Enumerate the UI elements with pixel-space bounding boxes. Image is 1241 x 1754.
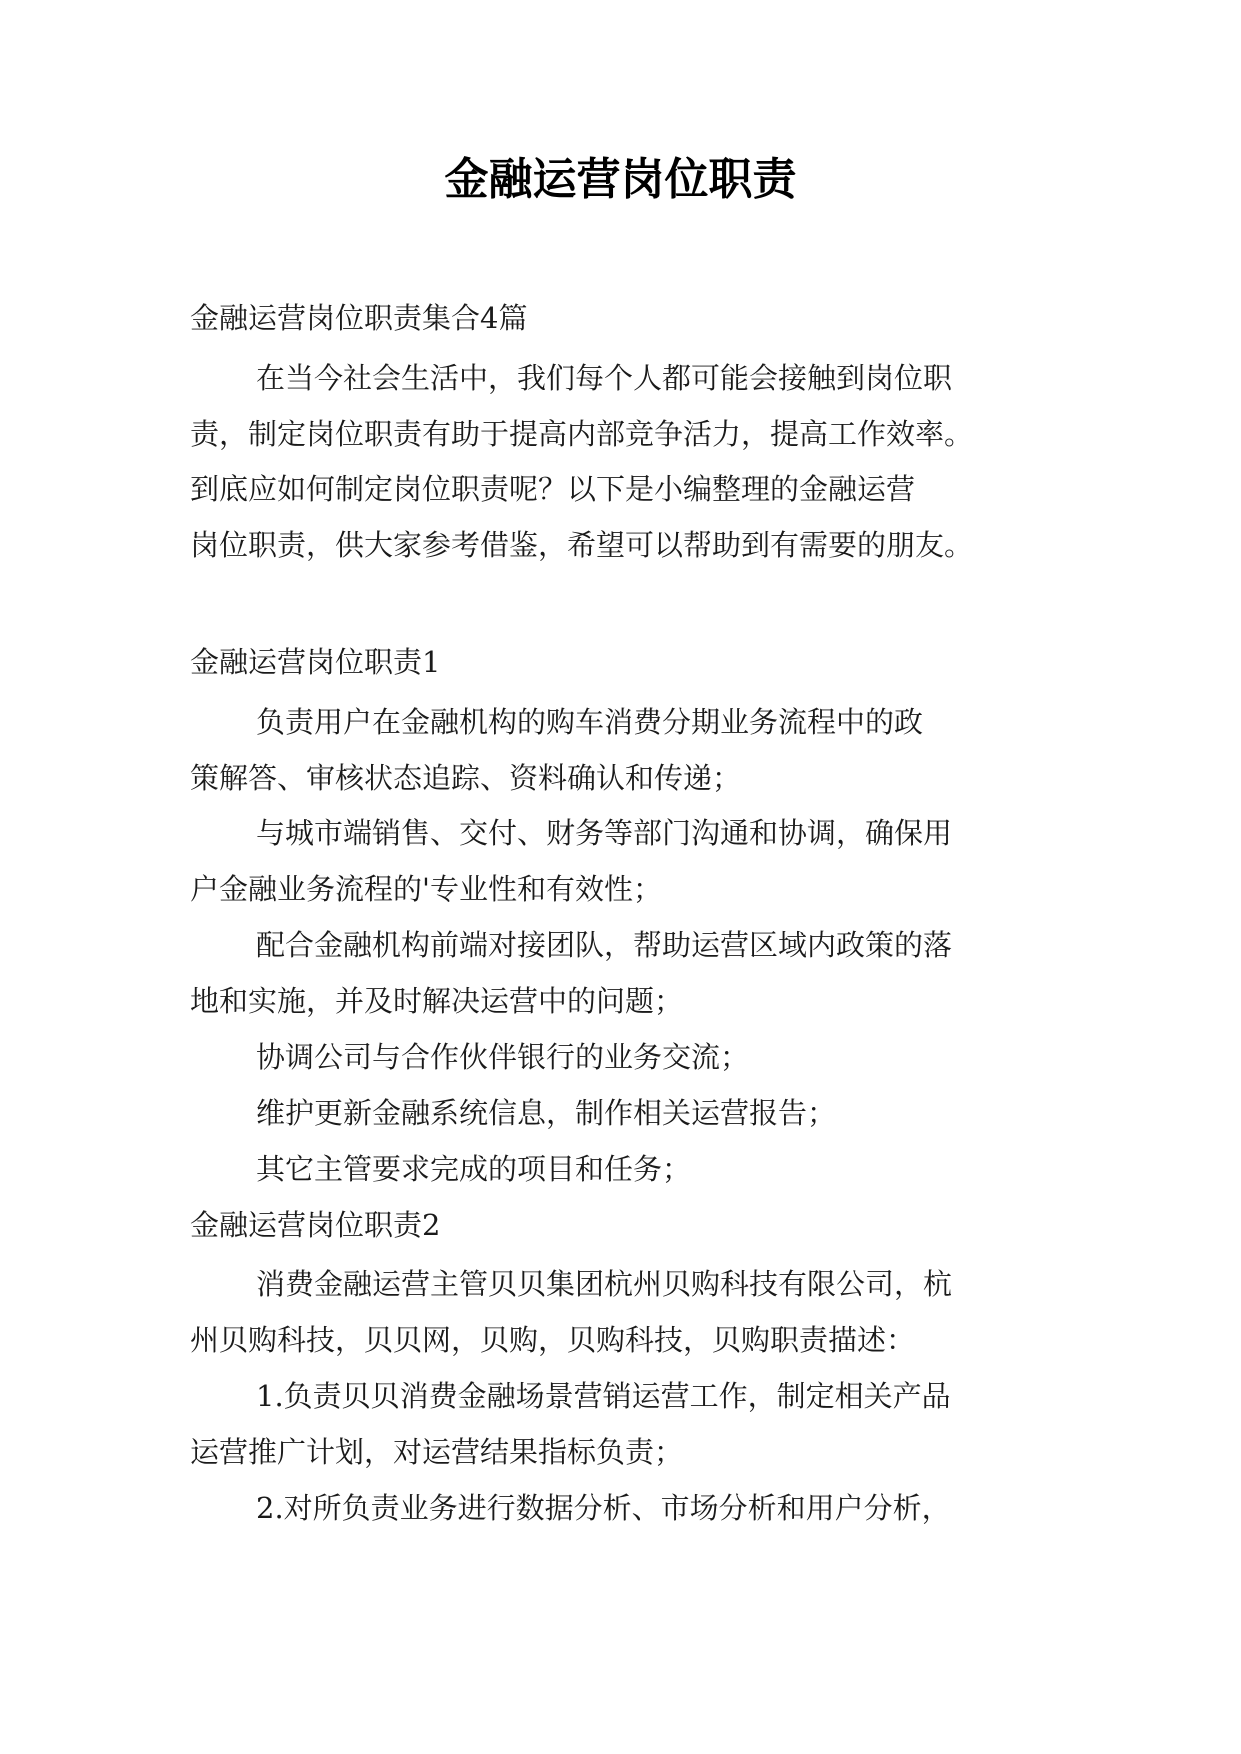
intro-line-3: 到底应如何制定岗位职责呢？以下是小编整理的金融运营 bbox=[190, 472, 916, 506]
section-2-line-2: 州贝购科技，贝贝网，贝购，贝购科技，贝购职责描述： bbox=[190, 1323, 916, 1357]
section-2-line-1: 消费金融运营主管贝贝集团杭州贝购科技有限公司，杭 bbox=[256, 1267, 953, 1301]
section-1-line-9: 其它主管要求完成的项目和任务； bbox=[256, 1152, 692, 1186]
section-1-line-8: 维护更新金融系统信息，制作相关运营报告； bbox=[256, 1096, 837, 1130]
section-2-line-4: 运营推广计划，对运营结果指标负责； bbox=[190, 1435, 684, 1469]
section-1-line-5: 配合金融机构前端对接团队，帮助运营区域内政策的落 bbox=[256, 928, 953, 962]
intro-line-4: 岗位职责，供大家参考借鉴，希望可以帮助到有需要的朋友。 bbox=[190, 528, 974, 562]
intro-line-2: 责，制定岗位职责有助于提高内部竞争活力，提高工作效率。 bbox=[190, 417, 974, 451]
section-1-line-1: 负责用户在金融机构的购车消费分期业务流程中的政 bbox=[256, 705, 924, 739]
section-2-line-3: 1.负责贝贝消费金融场景营销运营工作，制定相关产品 bbox=[256, 1379, 951, 1413]
document-title: 金融运营岗位职责 bbox=[444, 154, 797, 205]
section-heading-2: 金融运营岗位职责2 bbox=[190, 1208, 441, 1242]
section-1-line-3: 与城市端销售、交付、财务等部门沟通和协调，确保用 bbox=[256, 816, 953, 850]
section-heading-1: 金融运营岗位职责1 bbox=[190, 645, 441, 679]
section-1-line-2: 策解答、审核状态追踪、资料确认和传递； bbox=[190, 761, 742, 795]
section-2-line-5: 2.对所负责业务进行数据分析、市场分析和用户分析， bbox=[256, 1491, 951, 1525]
section-1-line-6: 地和实施，并及时解决运营中的问题； bbox=[190, 984, 684, 1018]
section-1-line-7: 协调公司与合作伙伴银行的业务交流； bbox=[256, 1040, 750, 1074]
intro-line-1: 在当今社会生活中，我们每个人都可能会接触到岗位职 bbox=[256, 361, 953, 395]
section-1-line-4: 户金融业务流程的'专业性和有效性； bbox=[190, 872, 662, 906]
collection-subtitle: 金融运营岗位职责集合4篇 bbox=[190, 301, 528, 335]
